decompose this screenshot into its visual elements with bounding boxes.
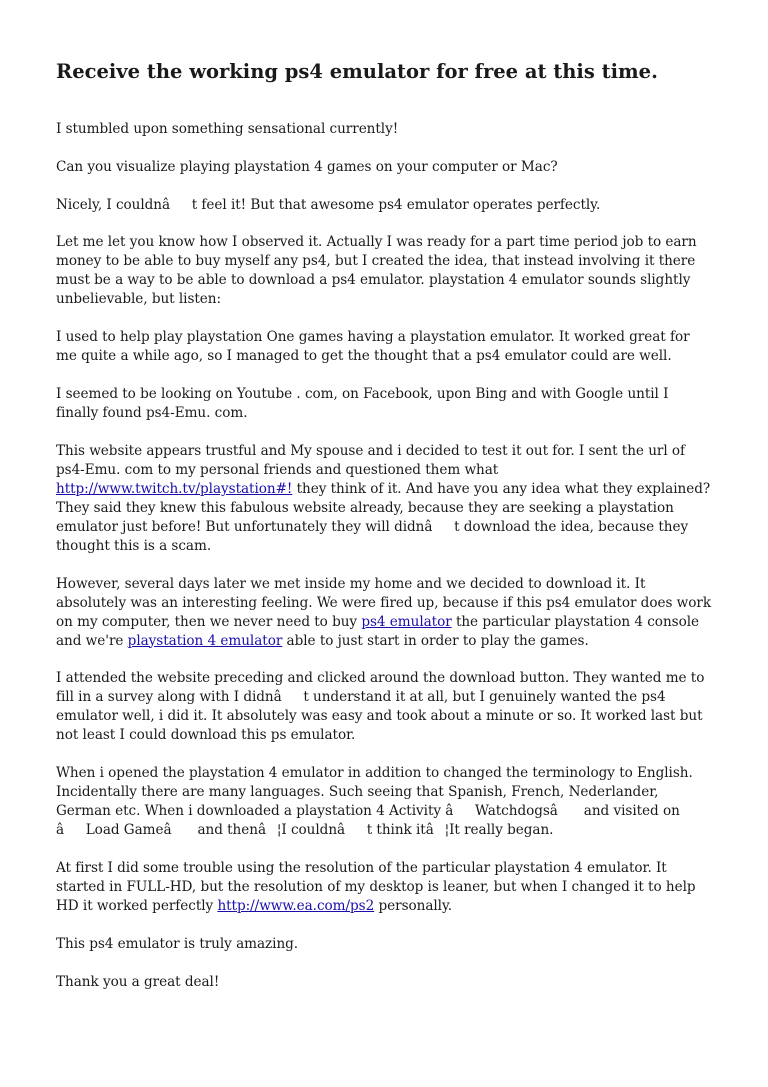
paragraph-10: When i opened the playstation 4 emulator in addition to changed the terminology to English. Incidentally there are many languages. Such seeing that Spanish, French, Nederlander, German etc. When i downloaded a playstation 4 Activity âWatchdogsâ and visited on âLoad Gameâ and thenâ¦I couldnât think itâ¦It really began.: [56, 765, 693, 839]
paragraph-11-text-before: At first I did some trouble using the resolution of the particular playstation 4 emulator. It started in FULL-HD, but the resolution of my desktop is leaner, but when I changed it to help HD it worked perfectly: [56, 859, 696, 914]
ps4-emulator-link[interactable]: ps4 emulator: [361, 613, 452, 630]
paragraph-8: [56, 575, 712, 651]
playstation-4-emulator-link[interactable]: playstation 4 emulator: [127, 632, 283, 649]
paragraph-1: I stumbled upon something sensational currently!: [56, 121, 399, 137]
paragraph-8-text-after: able to just start in order to play the games.: [282, 632, 589, 649]
paragraph-7-text-before: This website appears trustful and My spouse and i decided to test it out for. I sent the url of ps4-Emu. com to my personal friends and questioned them what: [56, 442, 686, 478]
paragraph-8-text-middle: the particular playstation 4 console and we're: [56, 613, 700, 649]
paragraph-4: Let me let you know how I observed it. Actually I was ready for a part time period job to earn money to be able to buy myself any ps4, but I created the idea, that instead involving it there must be a way to be able to download a ps4 emulator. playstation 4 emulator sounds slightly unbelievable, but listen:: [56, 234, 697, 308]
paragraph-5: I used to help play playstation One games having a playstation emulator. It worked great for me quite a while ago, so I managed to get the thought that a ps4 emulator could are well.: [56, 329, 690, 365]
paragraph-8-text-before: However, several days later we met inside my home and we decided to download it. It absolutely was an interesting feeling. We were fired up, because if this ps4 emulator does work on my computer, then we never need to buy: [56, 575, 712, 630]
ea-link[interactable]: http://www.ea.com/ps2: [217, 897, 375, 914]
document-title: Receive the working ps4 emulator for free at this time.: [56, 60, 658, 83]
paragraph-2: Can you visualize playing playstation 4 games on your computer or Mac?: [56, 158, 558, 175]
paragraph-6: I seemed to be looking on Youtube . com, on Facebook, upon Bing and with Google until I finally found ps4-Emu. com.: [56, 385, 669, 421]
paragraph-3: Nicely, I couldnât feel it! But that awesome ps4 emulator operates perfectly.: [56, 196, 601, 213]
paragraph-12: This ps4 emulator is truly amazing.: [56, 935, 299, 952]
twitch-link[interactable]: http://www.twitch.tv/playstation#!: [56, 480, 293, 497]
paragraph-7: [56, 442, 712, 556]
paragraph-13: Thank you a great deal!: [56, 973, 220, 990]
paragraph-11-text-after: personally.: [374, 897, 453, 914]
paragraph-7-text-after: they think of it. And have you any idea what they explained? They said they knew this fabulous website already, because they are seeking a playstation emulator just before! But unfortunately they will didnât download the idea, because they thought this is a scam.: [56, 480, 711, 554]
paragraph-11: [56, 859, 712, 916]
paragraph-9: I attended the website preceding and clicked around the download button. They wanted me to fill in a survey along with I didnât understand it at all, but I genuinely wanted the ps4 emulator well, i did it. It absolutely was easy and took about a minute or so. It worked last but not least I could download this ps emulator.: [56, 670, 705, 744]
